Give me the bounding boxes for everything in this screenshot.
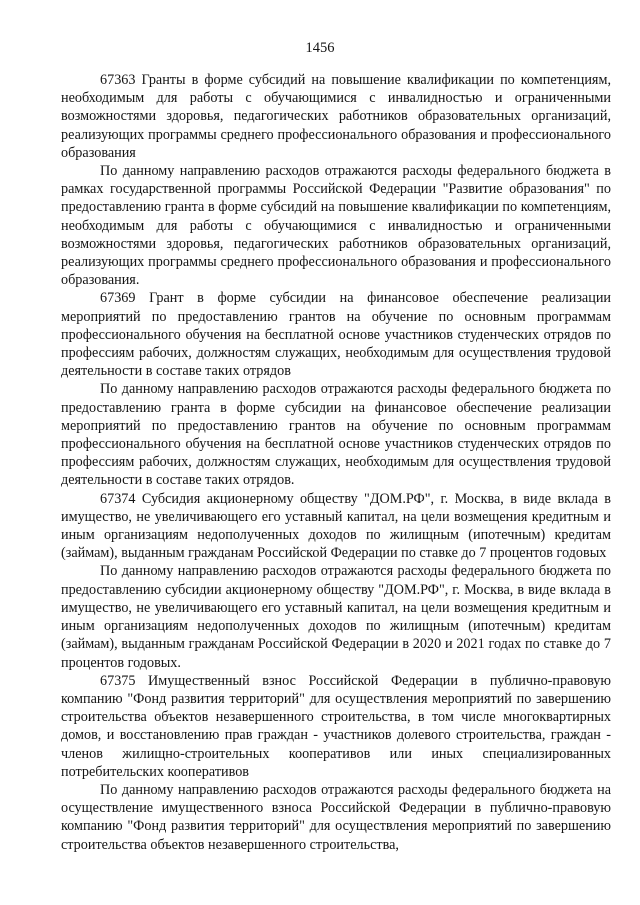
paragraph-67363-heading: 67363 Гранты в форме субсидий на повышение квалификации по компетенциям, необходимым для работы с обучающимися с инвалидностью и ограниченными возможностями здоровья, педагогических работников образовательных организаций, реализующих программы среднего профессионального образования и профессионального образования — [61, 72, 611, 161]
paragraph-67363-description: По данному направлению расходов отражаются расходы федерального бюджета в рамках государственной программы Российской Федерации "Развитие образования" по предоставлению гранта в форме субсидий на повышение квалификации по компетенциям, необходимым для работы с обучающимися с инвалидностью и ограниченными возможностями здоровья, педагогических работников образовательных организаций, реализующих программы среднего профессионального образования и профессионального образования. — [61, 163, 611, 289]
paragraph-67369-heading: 67369 Грант в форме субсидии на финансовое обеспечение реализации мероприятий по предоставлению грантов на обучение по основным программам профессионального обучения на бесплатной основе участников студенческих отрядов по профессиям рабочих, должностям служащих, необходимым для осуществления трудовой деятельности в составе таких отрядов — [61, 290, 611, 380]
page-number: 1456 — [305, 40, 335, 56]
paragraph-67375-description: По данному направлению расходов отражаются расходы федерального бюджета на осуществление имущественного взноса Российской Федерации в публично-правовую компанию "Фонд развития территорий" для осуществления мероприятий по завершению строительства объектов незавершенного строительства, — [61, 781, 611, 853]
paragraph-67374-description: По данному направлению расходов отражаются расходы федерального бюджета по предоставлению субсидии акционерному обществу "ДОМ.РФ", г. Москва, в виде вклада в имущество, не увеличивающего его уставный капитал, на цели возмещения кредитным и иным организациям недополученных доходов по жилищным (ипотечным) кредитам (займам), выданным гражданам Российской Федерации в 2020 и 2021 годах по ставке до 7 процентов годовых. — [61, 563, 611, 671]
paragraph-67375-heading: 67375 Имущественный взнос Российской Федерации в публично-правовую компанию "Фонд развития территорий" для осуществления мероприятий по завершению строительства объектов незавершенного строительства, в том числе многоквартирных домов, и восстановлению прав граждан - участников долевого строительства, граждан - членов жилищно-строительных кооперативов или иных специализированных потребительских кооперативов — [61, 672, 611, 780]
document-body — [61, 71, 611, 854]
paragraph-67369-description: По данному направлению расходов отражаются расходы федерального бюджета по предоставлению гранта в форме субсидии на финансовое обеспечение реализации мероприятий по предоставлению грантов на обучение по основным программам профессионального обучения на бесплатной основе участников студенческих отрядов по профессиям рабочих, должностям служащих, необходимым для осуществления трудовой деятельности в составе таких отрядов. — [61, 381, 611, 489]
paragraph-67374-heading: 67374 Субсидия акционерному обществу "ДОМ.РФ", г. Москва, в виде вклада в имущество, не увеличивающего его уставный капитал, на цели возмещения кредитным и иным организациям недополученных доходов по жилищным (ипотечным) кредитам (займам), выданным гражданам Российской Федерации по ставке до 7 процентов годовых — [61, 490, 611, 562]
